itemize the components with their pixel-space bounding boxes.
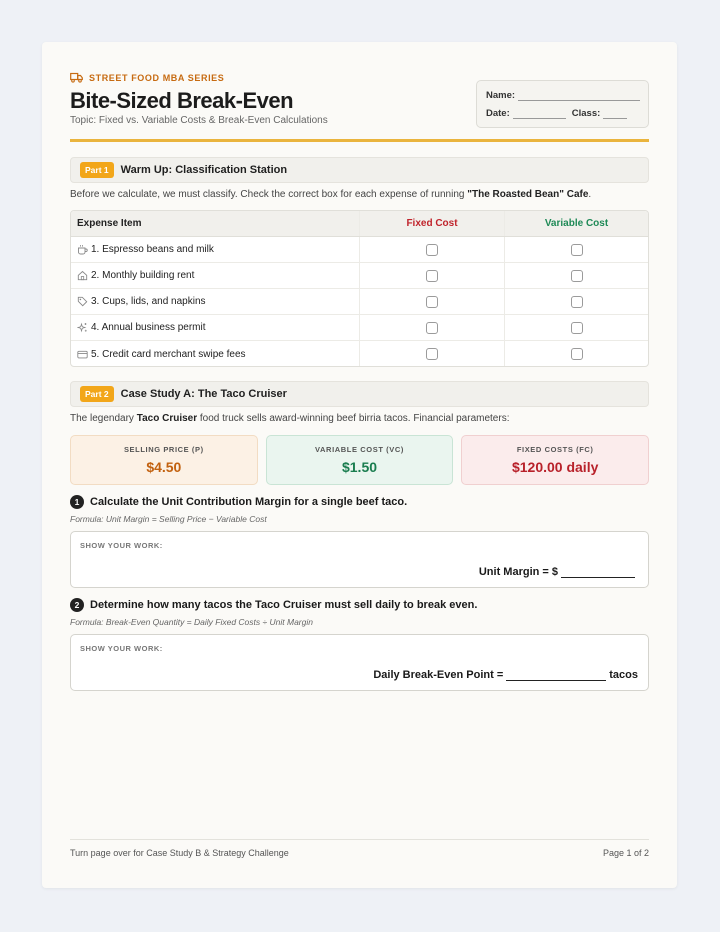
fixed-checkbox-1[interactable] [426,244,438,256]
question-number: 1 [70,495,84,509]
part2-badge: Part 2 [80,386,114,402]
formula-2: Formula: Break-Even Quantity = Daily Fixed Costs ÷ Unit Margin [70,617,313,627]
answer-1 [479,566,638,578]
answer-label: Daily Break-Even Point = [373,669,504,681]
question-2 [70,598,477,612]
variable-checkbox-3[interactable] [571,296,583,308]
question-text: Calculate the Unit Contribution Margin for a single beef taco. [90,496,408,508]
part1-header [70,157,649,183]
fixed-cell [360,341,505,367]
col-variable-cost: Variable Cost [544,218,609,229]
variable-cell [505,289,648,314]
table-row [71,289,648,315]
part1-title: Warm Up: Classification Station [120,164,288,176]
unit-margin-answer-field[interactable] [561,566,635,578]
part1-intro [70,189,591,200]
work-area-1[interactable] [70,531,649,588]
coffee-cup-icon [77,244,88,255]
selling-price-card [70,435,258,485]
home-icon [77,270,88,281]
part2-title: Case Study A: The Taco Cruiser [120,388,287,400]
part2-intro-end: food truck sells award-winning beef birria tacos. Financial parameters: [197,413,510,424]
expense-cell [71,263,360,288]
fixed-cell [360,237,505,262]
table-row [71,315,648,341]
variable-checkbox-2[interactable] [571,270,583,282]
tag-icon [77,296,88,307]
student-info-box [476,80,649,128]
truck-name: Taco Cruiser [136,413,198,424]
fixed-costs-card [461,435,649,485]
expense-cell [71,289,360,314]
param-value: $1.50 [341,459,378,475]
page-title: Bite-Sized Break-Even [70,88,294,113]
expense-label: 2. Monthly building rent [91,270,195,281]
col-expense-item: Expense Item [71,211,360,236]
expense-label: 5. Credit card merchant swipe fees [91,348,246,360]
page-topic: Topic: Fixed vs. Variable Costs & Break-Even Calculations [70,115,328,126]
fixed-checkbox-5[interactable] [426,348,438,360]
date-field[interactable] [513,110,566,119]
variable-cell [505,263,648,288]
fixed-cell [360,289,505,314]
variable-checkbox-4[interactable] [571,322,583,334]
fixed-cell [360,315,505,340]
variable-cell [505,341,648,367]
work-label: SHOW YOUR WORK: [80,541,163,550]
work-label: SHOW YOUR WORK: [80,644,163,653]
name-row [486,90,640,101]
expense-label: 4. Annual business permit [91,322,206,333]
variable-cell [505,237,648,262]
class-label: Class: [571,108,601,119]
part1-intro-end: . [588,189,592,200]
param-value: $120.00 daily [511,459,599,475]
question-number: 2 [70,598,84,612]
fixed-checkbox-4[interactable] [426,322,438,334]
sparkles-icon [77,322,88,333]
class-field[interactable] [603,110,627,119]
date-class-row [486,108,627,119]
param-label: VARIABLE COST (VC) [315,445,404,454]
table-row [71,263,648,289]
fixed-checkbox-3[interactable] [426,296,438,308]
part2-intro-text: The legendary [70,413,137,424]
financial-parameters [70,435,649,485]
series-label: STREET FOOD MBA SERIES [89,72,225,83]
header-divider [70,139,649,142]
expense-label: 1. Espresso beans and milk [91,244,214,255]
fixed-cell [360,263,505,288]
variable-cost-card [266,435,454,485]
truck-icon [70,72,83,83]
formula-1: Formula: Unit Margin = Selling Price − Variable Cost [70,514,267,524]
part2-header [70,381,649,407]
variable-checkbox-5[interactable] [571,348,583,360]
worksheet-page [42,42,677,888]
classification-table [70,210,649,367]
expense-cell [71,315,360,340]
variable-checkbox-1[interactable] [571,244,583,256]
footer-note: Turn page over for Case Study B & Strategy Challenge [70,848,289,858]
name-label: Name: [486,90,516,101]
break-even-answer-field[interactable] [506,669,606,681]
param-label: FIXED COSTS (FC) [516,445,594,454]
page-number: Page 1 of 2 [602,848,649,858]
param-value: $4.50 [146,459,182,475]
credit-card-icon [77,349,88,360]
table-header [71,211,648,237]
question-text: Determine how many tacos the Taco Cruiser must sell daily to break even. [90,599,478,611]
variable-cell [505,315,648,340]
date-label: Date: [486,108,510,119]
table-row [71,341,648,367]
col-fixed-cost: Fixed Cost [360,211,505,236]
footer-divider [70,839,649,840]
series-header [70,72,224,83]
expense-cell [71,237,360,262]
work-area-2[interactable] [70,634,649,691]
table-row [71,237,648,263]
answer-unit: tacos [609,669,638,681]
name-field[interactable] [518,92,640,101]
part2-intro [70,413,509,424]
part1-badge: Part 1 [80,162,114,178]
expense-cell [71,341,360,367]
expense-label: 3. Cups, lids, and napkins [91,296,206,307]
answer-2 [373,669,638,681]
part1-intro-text: Before we calculate, we must classify. Check the correct box for each expense of running [70,189,468,200]
fixed-checkbox-2[interactable] [426,270,438,282]
question-1 [70,495,407,509]
cafe-name: "The Roasted Bean" Cafe [467,189,589,200]
param-label: SELLING PRICE (P) [123,445,204,454]
answer-label: Unit Margin = $ [478,566,558,578]
